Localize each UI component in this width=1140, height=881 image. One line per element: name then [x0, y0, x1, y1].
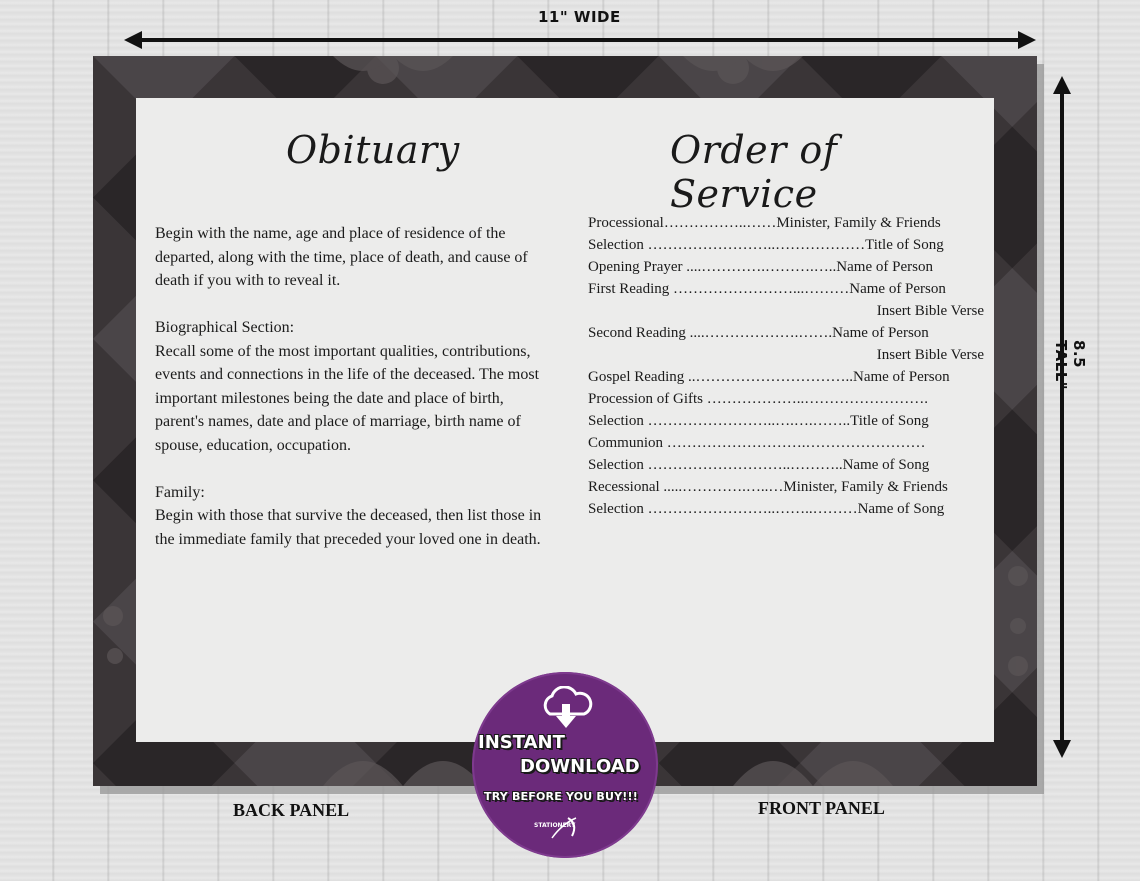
service-row-verse: Insert Bible Verse [876, 347, 984, 363]
service-row: Gospel Reading ..…………………………..Name of Person [588, 369, 950, 385]
service-row: Selection ……………………..………………Title of Song [588, 237, 944, 253]
height-arrow-icon [1052, 76, 1072, 758]
cloud-download-icon [538, 686, 594, 730]
order-of-service-list [588, 212, 984, 520]
order-of-service-title: Order of Service [670, 128, 838, 216]
obituary-title: Obituary [286, 128, 460, 172]
inner-panel [136, 98, 994, 742]
service-row-verse: Insert Bible Verse [876, 303, 984, 319]
width-label: 11" WIDE [538, 8, 621, 26]
service-row: Selection ……………………..……..………Name of Song [588, 501, 945, 517]
obituary-paragraph-biography: Biographical Section: Recall some of the most important qualities, contributions, events and connections in the life of the deceased. The most important milestones being the date and place of birth, parent's names, date and place of marriage, birth name of spouse, education, occupation. [155, 319, 540, 454]
obituary-paragraph-family: Family: Begin with those that survive the deceased, then list those in the immediate family that preceded your loved one in death. [155, 483, 542, 548]
service-row: Selection ……………………..….….……..Title of Song [588, 413, 929, 429]
service-row: Procession of Gifts ………………..……………………. [588, 391, 928, 407]
back-panel-label: BACK PANEL [233, 800, 350, 820]
service-row: Recessional .....………….…..…Minister, Family & Friends [588, 479, 948, 495]
badge-logo-text: STATIONERY [534, 822, 576, 829]
front-panel-label: FRONT PANEL [758, 798, 885, 818]
badge-download-text: DOWNLOAD [520, 756, 640, 777]
instant-download-badge[interactable] [472, 672, 658, 858]
service-row: Communion ……………………….…………………… [588, 435, 926, 451]
service-row: First Reading ……………………...………Name of Person [588, 281, 946, 297]
service-row: Selection ………………………..………..Name of Song [588, 457, 930, 473]
height-label: 8.5 TALL" [1052, 340, 1088, 391]
obituary-body [155, 222, 555, 575]
service-row: Opening Prayer ....………….……….…..Name of Person [588, 259, 933, 275]
badge-tagline-text: TRY BEFORE YOU BUY!!! [484, 790, 638, 803]
width-arrow-icon [124, 30, 1036, 50]
service-row: Processional……………..……Minister, Family & Friends [588, 215, 941, 231]
obituary-paragraph-intro: Begin with the name, age and place of residence of the departed, along with the time, place of death, and cause of death if you with to reveal it. [155, 225, 528, 289]
service-row: Second Reading ....……………….…….Name of Person [588, 325, 929, 341]
badge-instant-text: INSTANT [478, 732, 565, 753]
